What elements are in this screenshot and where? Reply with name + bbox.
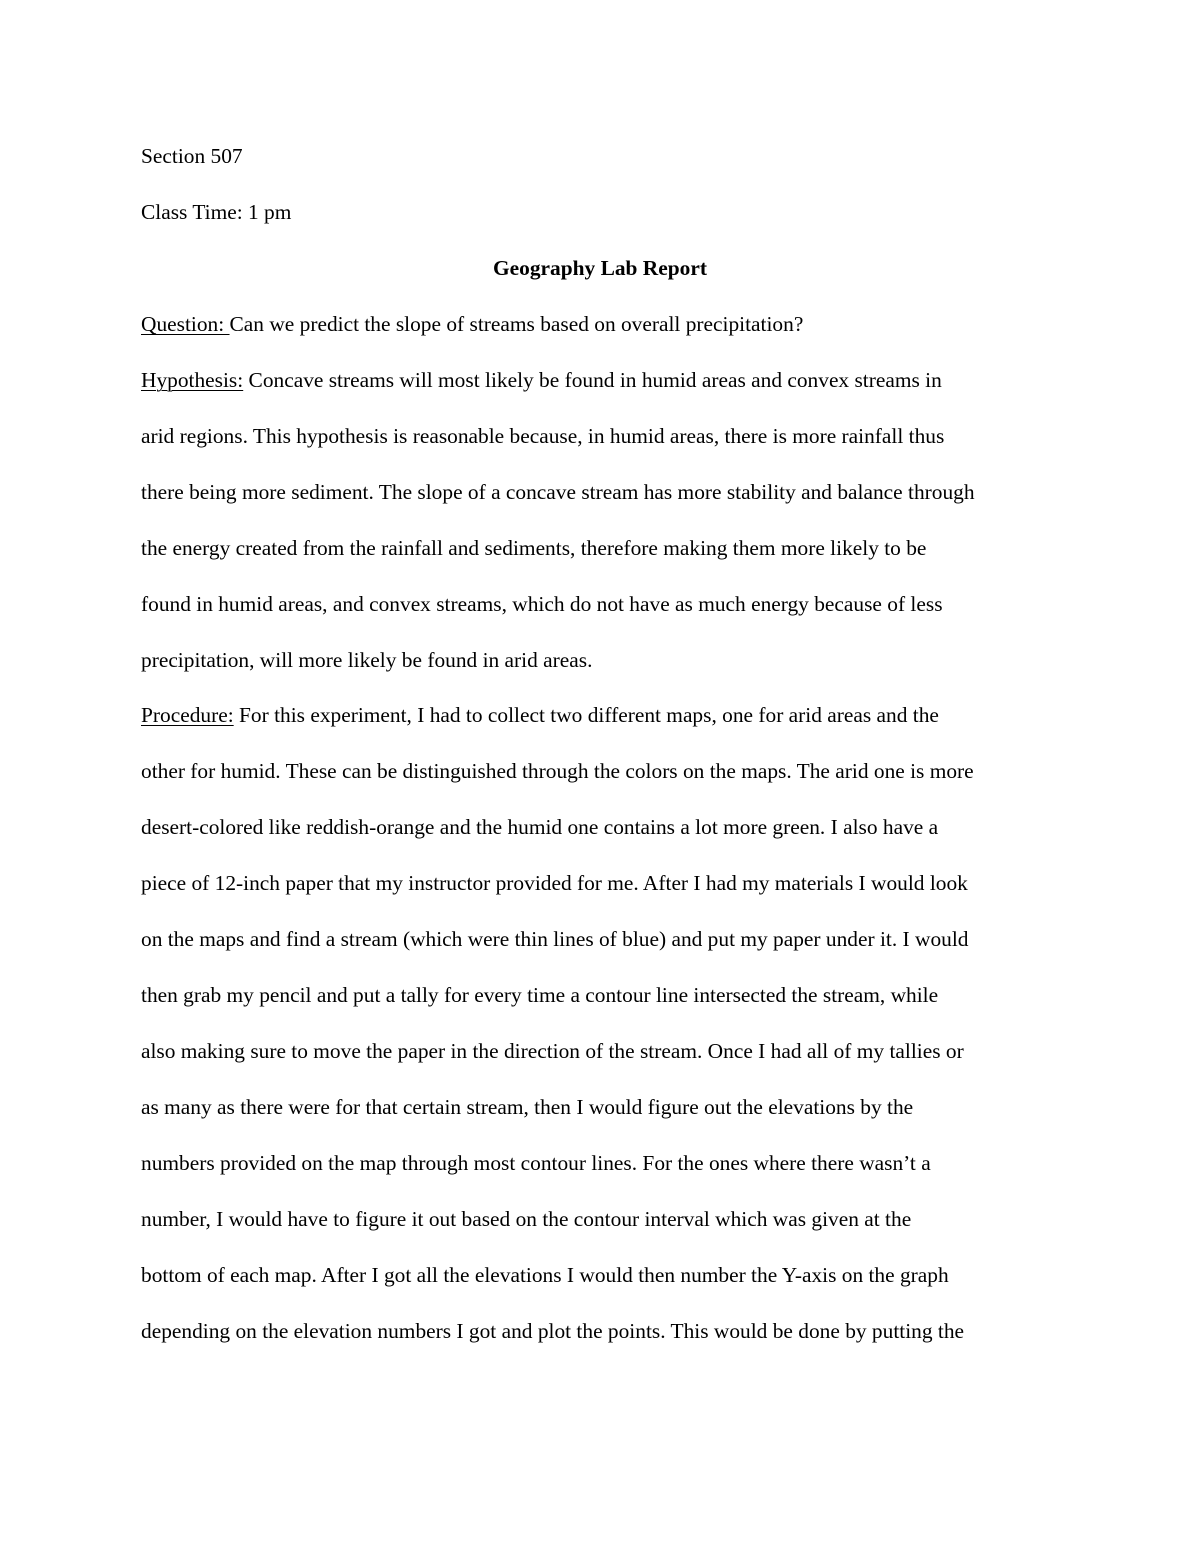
hypothesis-line: the energy created from the rainfall and sediments, therefore making them more likely to be [141, 536, 927, 560]
hypothesis-text: Concave streams will most likely be found in humid areas and convex streams in [243, 368, 942, 392]
hypothesis-line: arid regions. This hypothesis is reasonable because, in humid areas, there is more rainfall thus [141, 424, 945, 448]
question-line [141, 314, 1061, 335]
question-label: Question: [141, 312, 230, 336]
hypothesis-line: there being more sediment. The slope of a concave stream has more stability and balance through [141, 480, 975, 504]
procedure-line: numbers provided on the map through most contour lines. For the ones where there wasn’t a [141, 1151, 931, 1175]
hypothesis-first-line [141, 370, 1061, 391]
class-time: Class Time: 1 pm [141, 200, 292, 224]
procedure-line: bottom of each map. After I got all the elevations I would then number the Y-axis on the graph [141, 1263, 949, 1287]
procedure-line: number, I would have to figure it out based on the contour interval which was given at the [141, 1207, 912, 1231]
procedure-line: piece of 12-inch paper that my instructor provided for me. After I had my materials I would look [141, 871, 968, 895]
report-title: Geography Lab Report [493, 256, 707, 280]
procedure-line: as many as there were for that certain stream, then I would figure out the elevations by the [141, 1095, 914, 1119]
question-text: Can we predict the slope of streams based on overall precipitation? [229, 312, 804, 336]
procedure-line: desert-colored like reddish-orange and the humid one contains a lot more green. I also have a [141, 815, 939, 839]
procedure-line: depending on the elevation numbers I got and plot the points. This would be done by putting the [141, 1319, 965, 1343]
procedure-line: then grab my pencil and put a tally for every time a contour line intersected the stream, while [141, 983, 939, 1007]
procedure-line: on the maps and find a stream (which were thin lines of blue) and put my paper under it. I would [141, 927, 969, 951]
procedure-line: other for humid. These can be distinguished through the colors on the maps. The arid one is more [141, 759, 974, 783]
hypothesis-line: precipitation, will more likely be found in arid areas. [141, 648, 593, 672]
procedure-label: Procedure: [141, 703, 234, 727]
hypothesis-line: found in humid areas, and convex streams, which do not have as much energy because of less [141, 592, 943, 616]
procedure-text: For this experiment, I had to collect two different maps, one for arid areas and the [233, 703, 939, 727]
procedure-line: also making sure to move the paper in the direction of the stream. Once I had all of my tallies or [141, 1039, 964, 1063]
section-number: Section 507 [141, 144, 243, 168]
hypothesis-label: Hypothesis: [141, 368, 244, 392]
procedure-first-line [141, 705, 1061, 726]
